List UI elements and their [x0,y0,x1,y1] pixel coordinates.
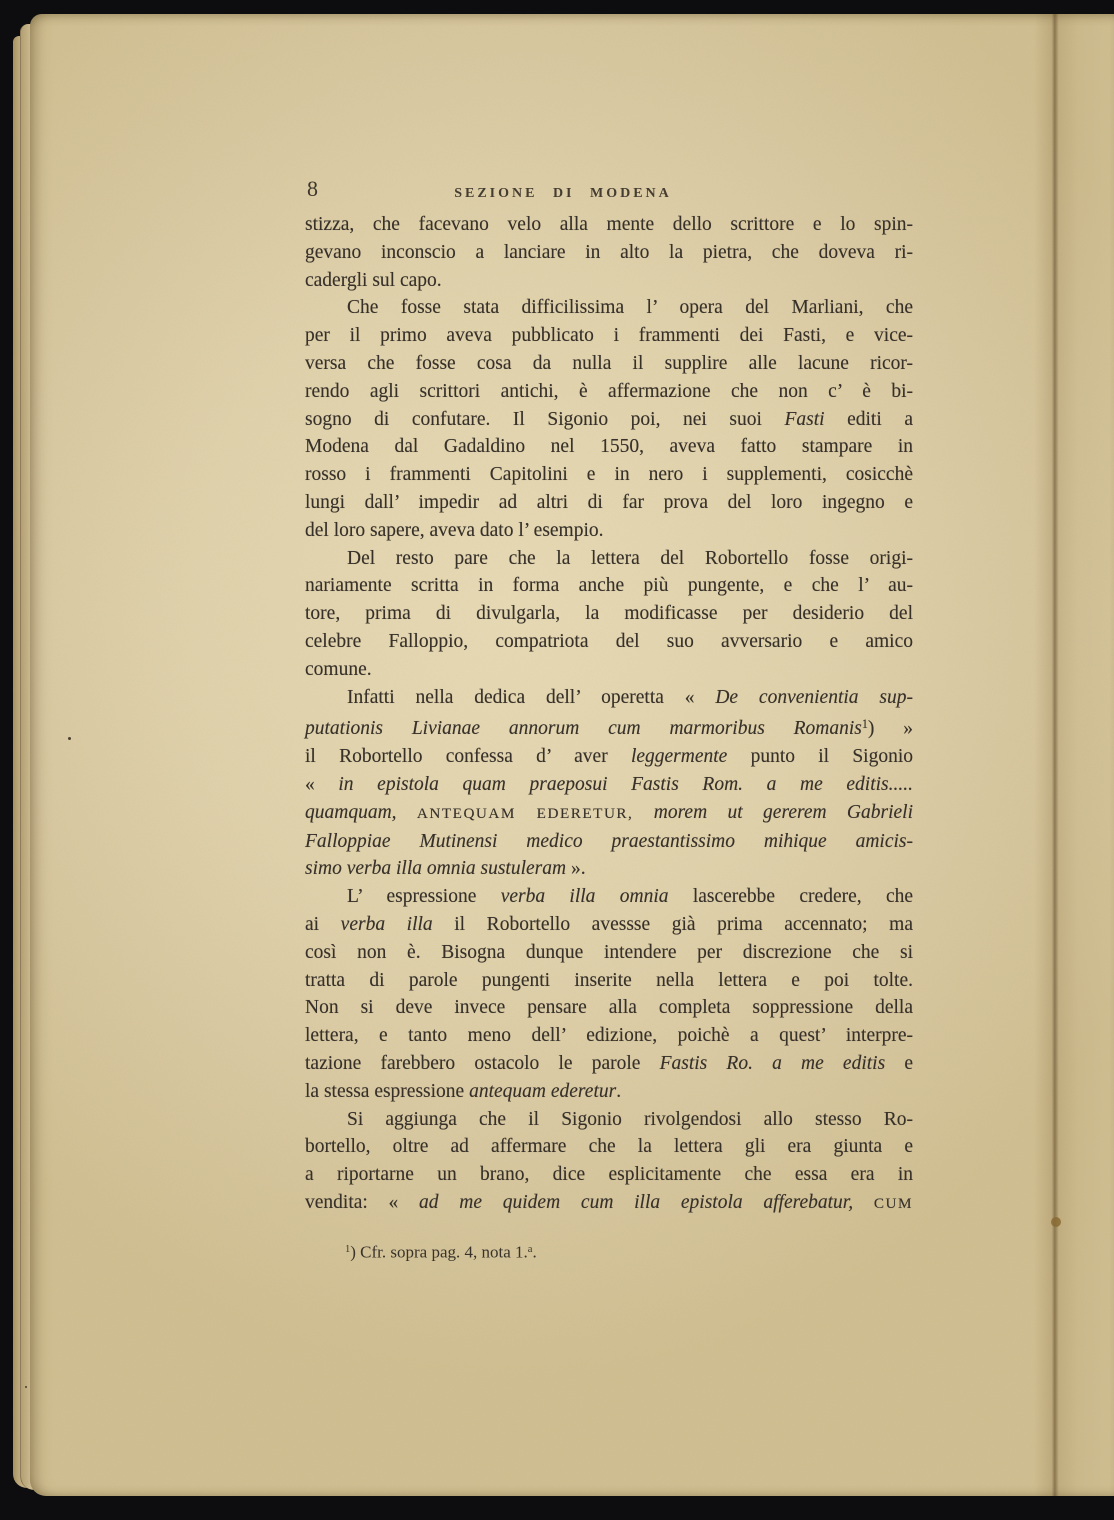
body-text [305,211,913,1218]
text-line [305,545,913,573]
text-run: antequam ederetur [469,1080,617,1102]
text-line [305,799,913,828]
text-run: comune. [305,658,372,680]
text-run: tratta di parole pungenti inserite nella lettera e poi tolte. [305,969,913,991]
text-run: vendita: « [305,1191,420,1213]
text-run: L’ espressione [347,886,501,908]
text-run: Modena dal Gadaldino nel 1550, aveva fatto stampare in [305,436,913,458]
text-line [305,771,913,799]
text-line [305,517,913,545]
text-run: Si aggiunga che il Sigonio rivolgendosi allo stesso Ro- [347,1108,913,1130]
text-run: il Robortello avessse già prima accennato; ma [432,913,914,935]
text-line [305,1078,913,1106]
text-run: Del resto pare che la lettera del Robortello fosse origi- [347,547,913,569]
text-run: lungi dall’ impedir ad altri di far prova del loro ingegno e [305,491,913,513]
text-run: 1 [345,1244,351,1255]
text-run: putationis Livianae annorum cum marmoribus Romanis [305,718,862,740]
text-run: la stessa espressione [305,1080,470,1102]
text-line [305,939,913,967]
running-header: SEZIONE DI MODENA [454,186,672,201]
text-run [397,802,417,823]
text-run: del loro sapere, aveva dato l’ esempio. [305,519,604,541]
text-run: lascerebbe credere, che [668,886,914,908]
text-run: CUM [873,1194,913,1212]
text-line [305,1106,913,1134]
dust-speck [25,1386,27,1388]
text-run: morem ut gererem Gabrieli [653,801,914,823]
text-line [305,1161,913,1189]
text-run: . [616,1080,622,1102]
text-run: Non si deve invece pensare alla completa soppressione della [305,997,913,1019]
text-run: quamquam, [305,801,397,823]
text-run: bortello, oltre ad affermare che la lettera gli era giunta e [305,1136,913,1158]
text-run: nariamente scritta in forma anche più pungente, e che l’ au- [305,575,913,597]
text-line [305,1050,913,1078]
page-number: 8 [307,176,318,201]
text-line [305,461,913,489]
text-line [305,994,913,1022]
text-line [305,1133,913,1161]
text-line [305,656,913,684]
text-run: ». [566,858,586,880]
text-run: simo verba illa omnia sustuleram [305,858,567,880]
text-run: « [305,773,339,795]
text-run: . [532,1242,537,1262]
footnote [345,1238,905,1264]
text-line [305,828,913,856]
dust-speck [68,737,71,740]
text-line [305,711,913,743]
text-run: lettera, e tanto meno dell’ edizione, poichè a quest’ interpre- [305,1025,913,1047]
text-run: tazione farebbero ostacolo le parole [305,1052,660,1074]
text-line [305,267,913,295]
text-run: e [885,1052,914,1074]
text-line [305,684,913,712]
text-run: a riportarne un brano, dice esplicitamente che essa era in [305,1164,913,1186]
text-line [305,1189,913,1218]
text-run: celebre Falloppio, compatriota del suo avversario e amico [305,630,913,652]
text-run: Falloppiae Mutinensi medico praestantissimo mihique amicis- [305,830,913,852]
text-run: tore, prima di divulgarla, la modificasse per desiderio del [305,603,913,625]
ink-spot [1051,1217,1061,1227]
text-run: verba illa omnia [500,886,669,908]
text-run: il Robortello confessa d’ aver [305,746,631,768]
text-run: in epistola quam praeposui Fastis Rom. a me editis..... [338,773,913,795]
text-line [305,572,913,600]
text-run: rosso i frammenti Capitolini e in nero i supplementi, cosicchè [305,464,913,486]
text-line [305,350,913,378]
text-line [305,1022,913,1050]
text-run: Che fosse stata difficilissima l’ opera del Marliani, che [347,297,913,319]
text-run: editi a [824,408,913,430]
text-run: ) Cfr. sopra pag. 4, nota 1. [350,1242,528,1262]
text-line [305,883,913,911]
text-line [305,378,913,406]
text-run: a [527,1244,533,1255]
text-line [305,489,913,517]
text-line [305,294,913,322]
text-line [305,433,913,461]
book-page [30,14,1114,1496]
text-run [853,1192,874,1213]
text-line [305,743,913,771]
text-run: Fasti [784,408,825,430]
text-run: leggermente [630,746,728,768]
text-run: cadergli sul capo. [305,269,442,291]
text-run: punto il Sigonio [727,746,914,768]
text-run: rendo agli scrittori antichi, è affermazione che non c’ è bi- [305,380,913,402]
text-run: sogno di confutare. Il Sigonio poi, nei suoi [305,408,785,430]
text-run: ) » [867,718,913,740]
text-line [305,322,913,350]
text-line [305,239,913,267]
text-run: De convenientia sup- [715,686,913,708]
text-run: per il primo aveva pubblicato i frammenti dei Fasti, e vice- [305,325,913,347]
text-run: ad me quidem cum illa epistola afferebatur, [419,1191,854,1213]
text-run: Infatti nella dedica dell’ operetta « [347,686,716,708]
text-run: versa che fosse cosa da nulla il supplire alle lacune ricor- [305,352,913,374]
text-line [305,967,913,995]
text-run: stizza, che facevano velo alla mente dello scrittore e lo spin- [305,214,913,235]
text-run: 1 [861,717,868,732]
text-line [305,911,913,939]
text-line [305,406,913,434]
text-run: così non è. Bisogna dunque intendere per discrezione che si [305,941,913,963]
text-run [633,802,653,823]
text-line [305,855,913,883]
text-line [345,1238,905,1264]
text-line [305,211,913,239]
text-run: Fastis Ro. a me editis [659,1052,886,1074]
text-line [305,628,913,656]
text-run: ai [305,913,341,935]
text-line [305,600,913,628]
text-run: verba illa [340,913,433,935]
text-run: gevano inconscio a lanciare in alto la pietra, che doveva ri- [305,241,913,263]
text-run: ANTEQUAM EDERETUR, [416,804,634,822]
gutter-shadow [1034,14,1114,1496]
